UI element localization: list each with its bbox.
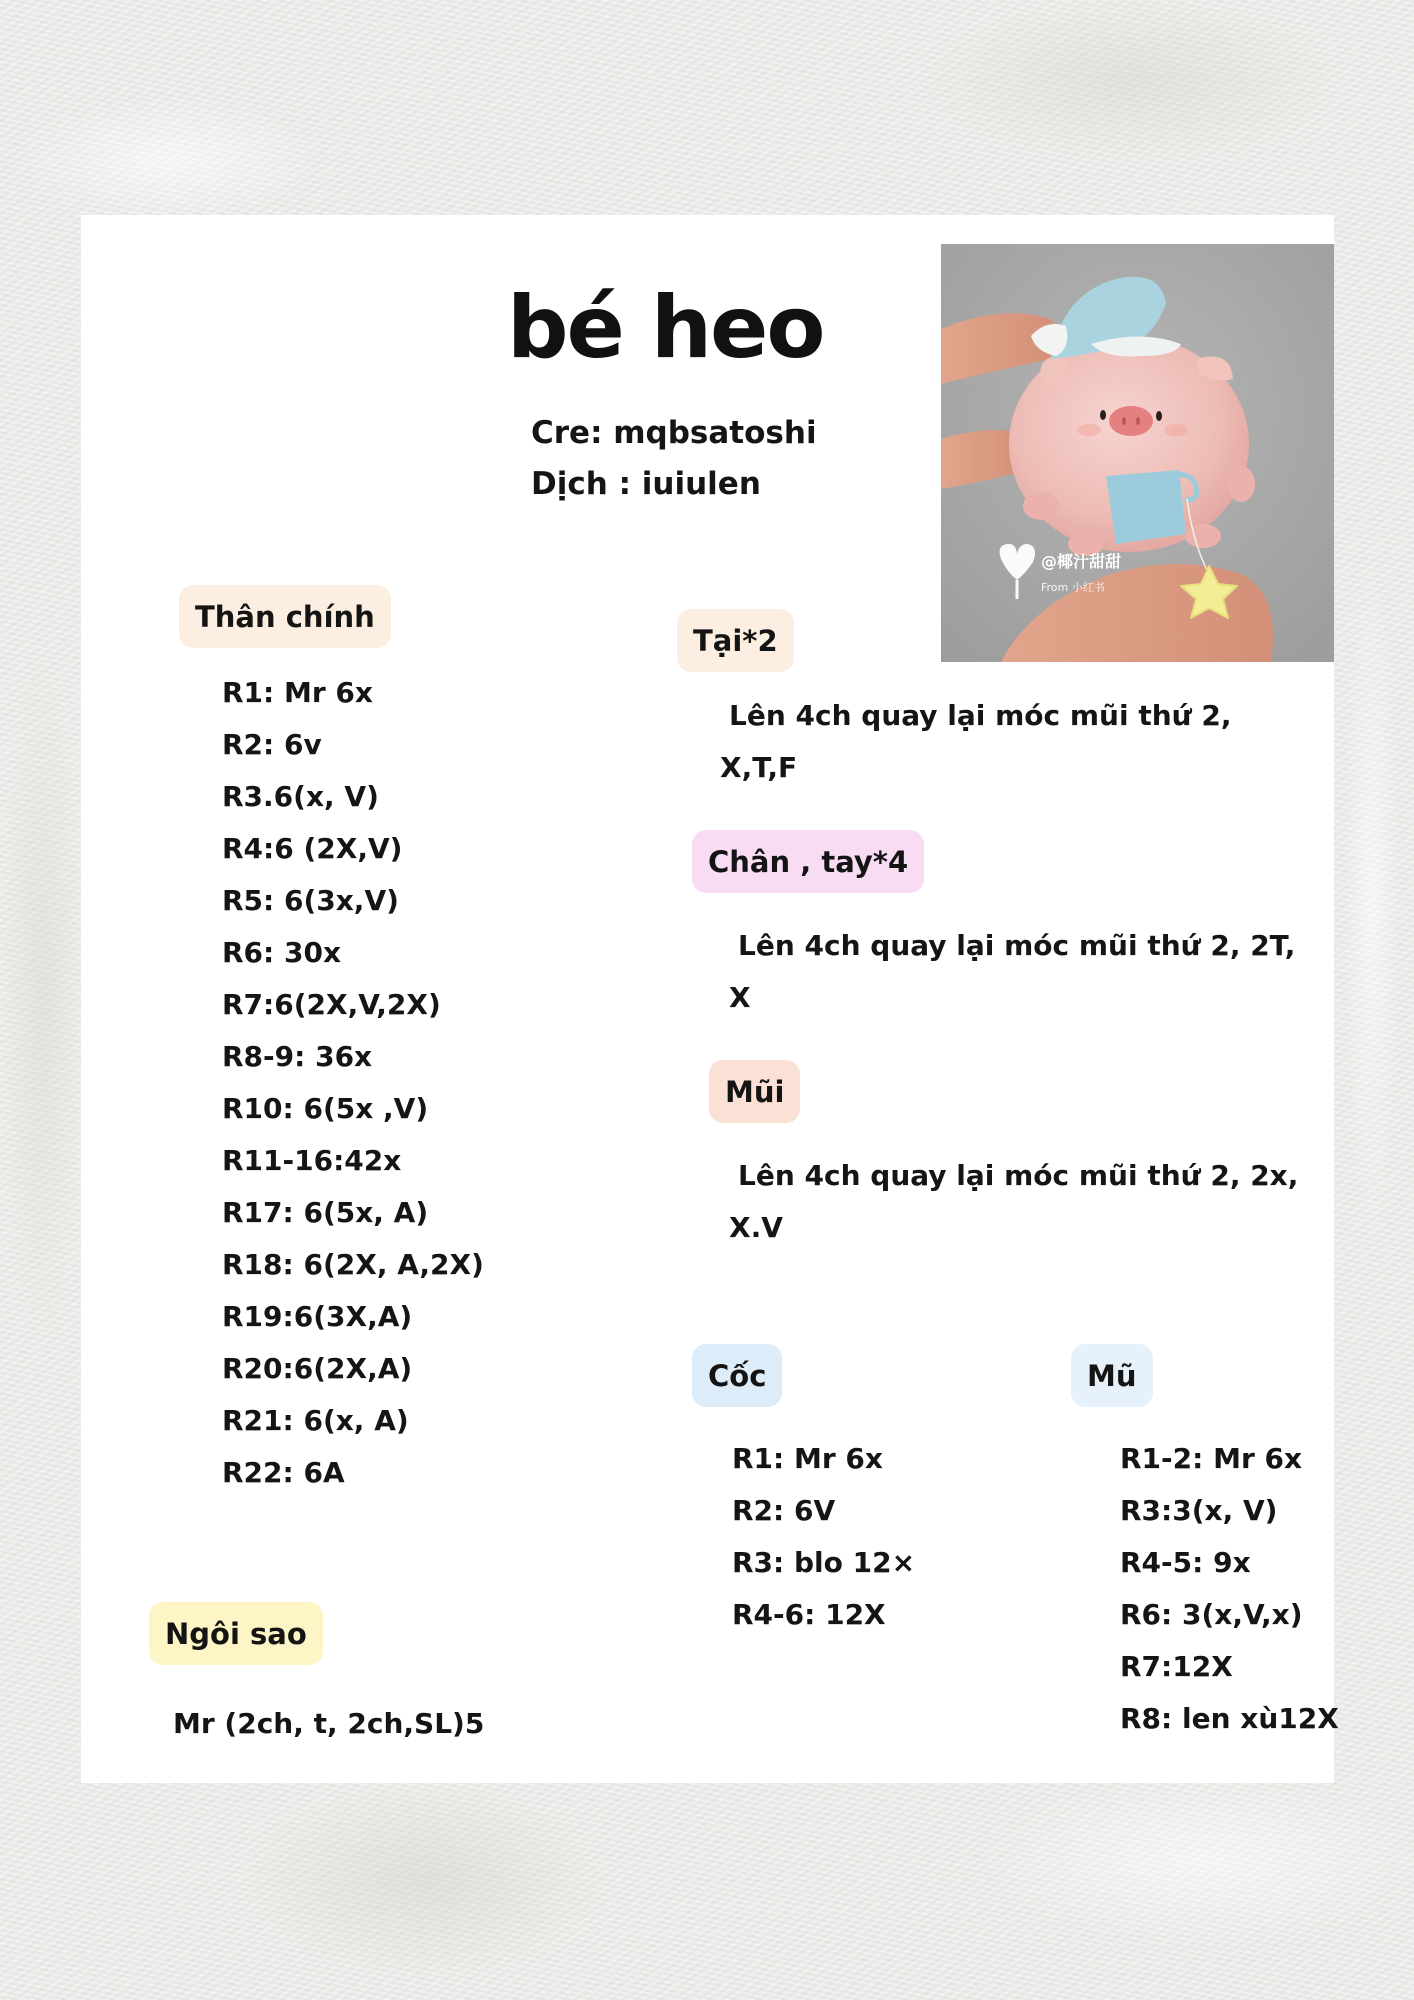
ngoi-sao-instructions: Mr (2ch, t, 2ch,SL)5 xyxy=(173,1707,485,1740)
row-item: R11-16:42x xyxy=(222,1144,402,1177)
row-item: R2: 6v xyxy=(222,728,322,761)
mui-instructions-line-2: X.V xyxy=(729,1211,783,1244)
row-item: R19:6(3X,A) xyxy=(222,1300,413,1333)
row-item: R6: 30x xyxy=(222,936,342,969)
pig-photo-illustration xyxy=(941,244,1334,662)
row-item: R7:6(2X,V,2X) xyxy=(222,988,441,1021)
row-item: R3.6(x, V) xyxy=(222,780,379,813)
row-item: R17: 6(5x, A) xyxy=(222,1196,429,1229)
section-label-mui: Mũi xyxy=(709,1060,800,1123)
row-item: R20:6(2X,A) xyxy=(222,1352,413,1385)
watermark-handle: @椰汁甜甜 xyxy=(1041,552,1122,571)
section-label-than-chinh: Thân chính xyxy=(179,585,391,648)
section-label-mu: Mũ xyxy=(1071,1344,1153,1407)
tai-instructions xyxy=(720,690,1231,794)
row-item: R2: 6V xyxy=(732,1494,836,1527)
mui-instructions xyxy=(729,1150,1298,1254)
pattern-title: bé heo xyxy=(507,278,824,378)
row-item: R3: blo 12× xyxy=(732,1546,916,1579)
row-item: R1: Mr 6x xyxy=(732,1442,883,1475)
tai-instructions-line-2: X,T,F xyxy=(720,751,798,784)
watermark-source: From 小红书 xyxy=(1041,581,1105,594)
pattern-card xyxy=(81,215,1339,1783)
mui-instructions-line-1: Lên 4ch quay lại móc mũi thứ 2, 2x, xyxy=(738,1159,1299,1192)
row-item: R10: 6(5x ,V) xyxy=(222,1092,429,1125)
tai-instructions-line-1: Lên 4ch quay lại móc mũi thứ 2, xyxy=(729,699,1232,732)
row-item: R4:6 (2X,V) xyxy=(222,832,403,865)
creator-credit: Cre: mqbsatoshi xyxy=(531,415,817,451)
row-item: R4-6: 12X xyxy=(732,1598,886,1631)
section-label-coc: Cốc xyxy=(692,1344,782,1407)
mu-rows xyxy=(1120,1433,1339,1745)
row-item: R7:12X xyxy=(1120,1650,1233,1683)
chan-tay-instructions-line-1: Lên 4ch quay lại móc mũi thứ 2, 2T, xyxy=(738,929,1296,962)
row-item: R22: 6A xyxy=(222,1456,345,1489)
row-item: R8: len xù12X xyxy=(1120,1702,1339,1735)
coc-rows xyxy=(732,1433,915,1641)
section-label-chan-tay: Chân , tay*4 xyxy=(692,830,924,893)
than-chinh-rows xyxy=(222,667,484,1499)
row-item: R1-2: Mr 6x xyxy=(1120,1442,1303,1475)
pig-amigurumi-photo xyxy=(941,244,1334,662)
row-item: R1: Mr 6x xyxy=(222,676,373,709)
section-label-tai: Tại*2 xyxy=(677,609,794,672)
row-item: R21: 6(x, A) xyxy=(222,1404,409,1437)
row-item: R6: 3(x,V,x) xyxy=(1120,1598,1303,1631)
section-label-ngoi-sao: Ngôi sao xyxy=(149,1602,323,1665)
row-item: R5: 6(3x,V) xyxy=(222,884,399,917)
translator-credit: Dịch : iuiulen xyxy=(531,466,761,502)
row-item: R4-5: 9x xyxy=(1120,1546,1251,1579)
row-item: R18: 6(2X, A,2X) xyxy=(222,1248,484,1281)
chan-tay-instructions-line-2: X xyxy=(729,981,751,1014)
row-item: R3:3(x, V) xyxy=(1120,1494,1278,1527)
chan-tay-instructions xyxy=(729,920,1295,1024)
row-item: R8-9: 36x xyxy=(222,1040,373,1073)
